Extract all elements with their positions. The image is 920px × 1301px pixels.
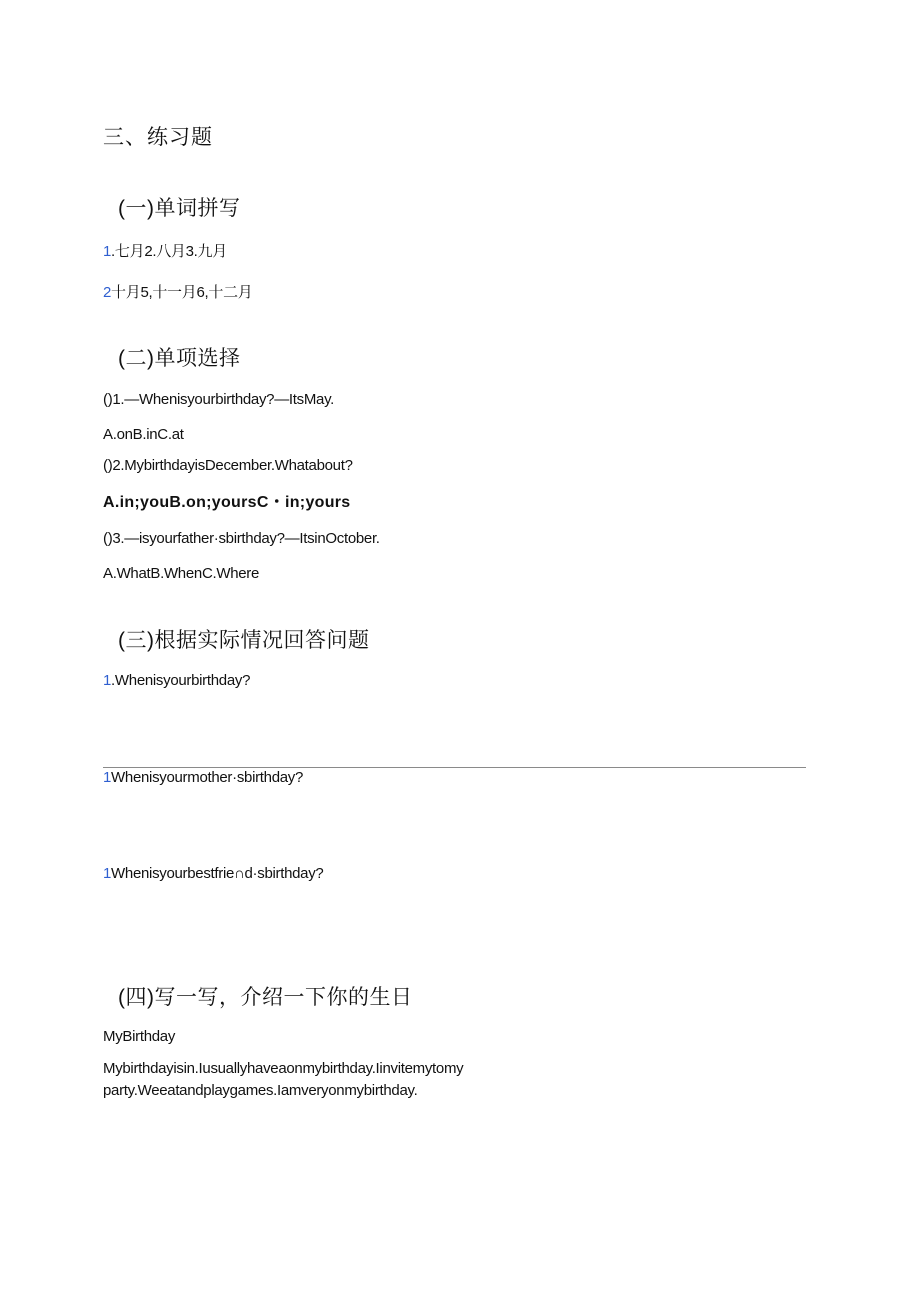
part1-line-2 (103, 281, 252, 302)
part1-line-1 (103, 240, 227, 261)
part2-question-1-options: A.onB.inC.at (103, 426, 184, 443)
essay-title: MyBirthday (103, 1028, 176, 1045)
answer-line (103, 767, 806, 768)
essay-paragraph-line-1: Mybirthdayisin.Iusuallyhaveaonmybirthday.Iinvitemytomy (103, 1060, 464, 1077)
part2-question-3-options: A.WhatB.WhenC.Where (103, 565, 260, 582)
essay-paragraph-line-2: party.Weeatandplaygames.Iamveryonmybirthday. (103, 1082, 418, 1099)
part2-question-2-options: A.in;youB.on;yoursC・in;yours (103, 494, 351, 511)
part2-heading: (二)单项选择 (118, 347, 241, 370)
part2-question-3: ()3.—isyourfather·sbirthday?—ItsinOctober. (103, 530, 380, 547)
line-number: 1 (103, 243, 112, 260)
line-number: 2 (103, 284, 112, 301)
question-number: 1 (103, 769, 112, 786)
line-text: .七月2.八月3.九月 (111, 243, 227, 260)
question-number: 1 (103, 865, 112, 882)
part4-heading: (四)写一写，介绍一下你的生日 (118, 986, 413, 1009)
part2-question-1: ()1.—Whenisyourbirthday?—ItsMay. (103, 391, 335, 408)
question-text: .Whenisyourbirthday? (111, 672, 251, 689)
part2-question-2: ()2.MybirthdayisDecember.Whatabout? (103, 457, 353, 474)
section-title: 三、练习题 (103, 126, 213, 149)
question-number: 1 (103, 672, 112, 689)
question-text: Whenisyourmother·sbirthday? (111, 769, 304, 786)
part1-heading: (一)单词拼写 (118, 197, 241, 220)
line-text: 十月5,十一月6,十二月 (111, 284, 253, 301)
part3-question-1 (103, 672, 250, 689)
question-text: Whenisyourbestfrie∩d·sbirthday? (111, 865, 324, 882)
part3-heading: (三)根据实际情况回答问题 (118, 629, 370, 652)
part3-question-3 (103, 865, 323, 882)
part3-question-2 (103, 769, 303, 786)
